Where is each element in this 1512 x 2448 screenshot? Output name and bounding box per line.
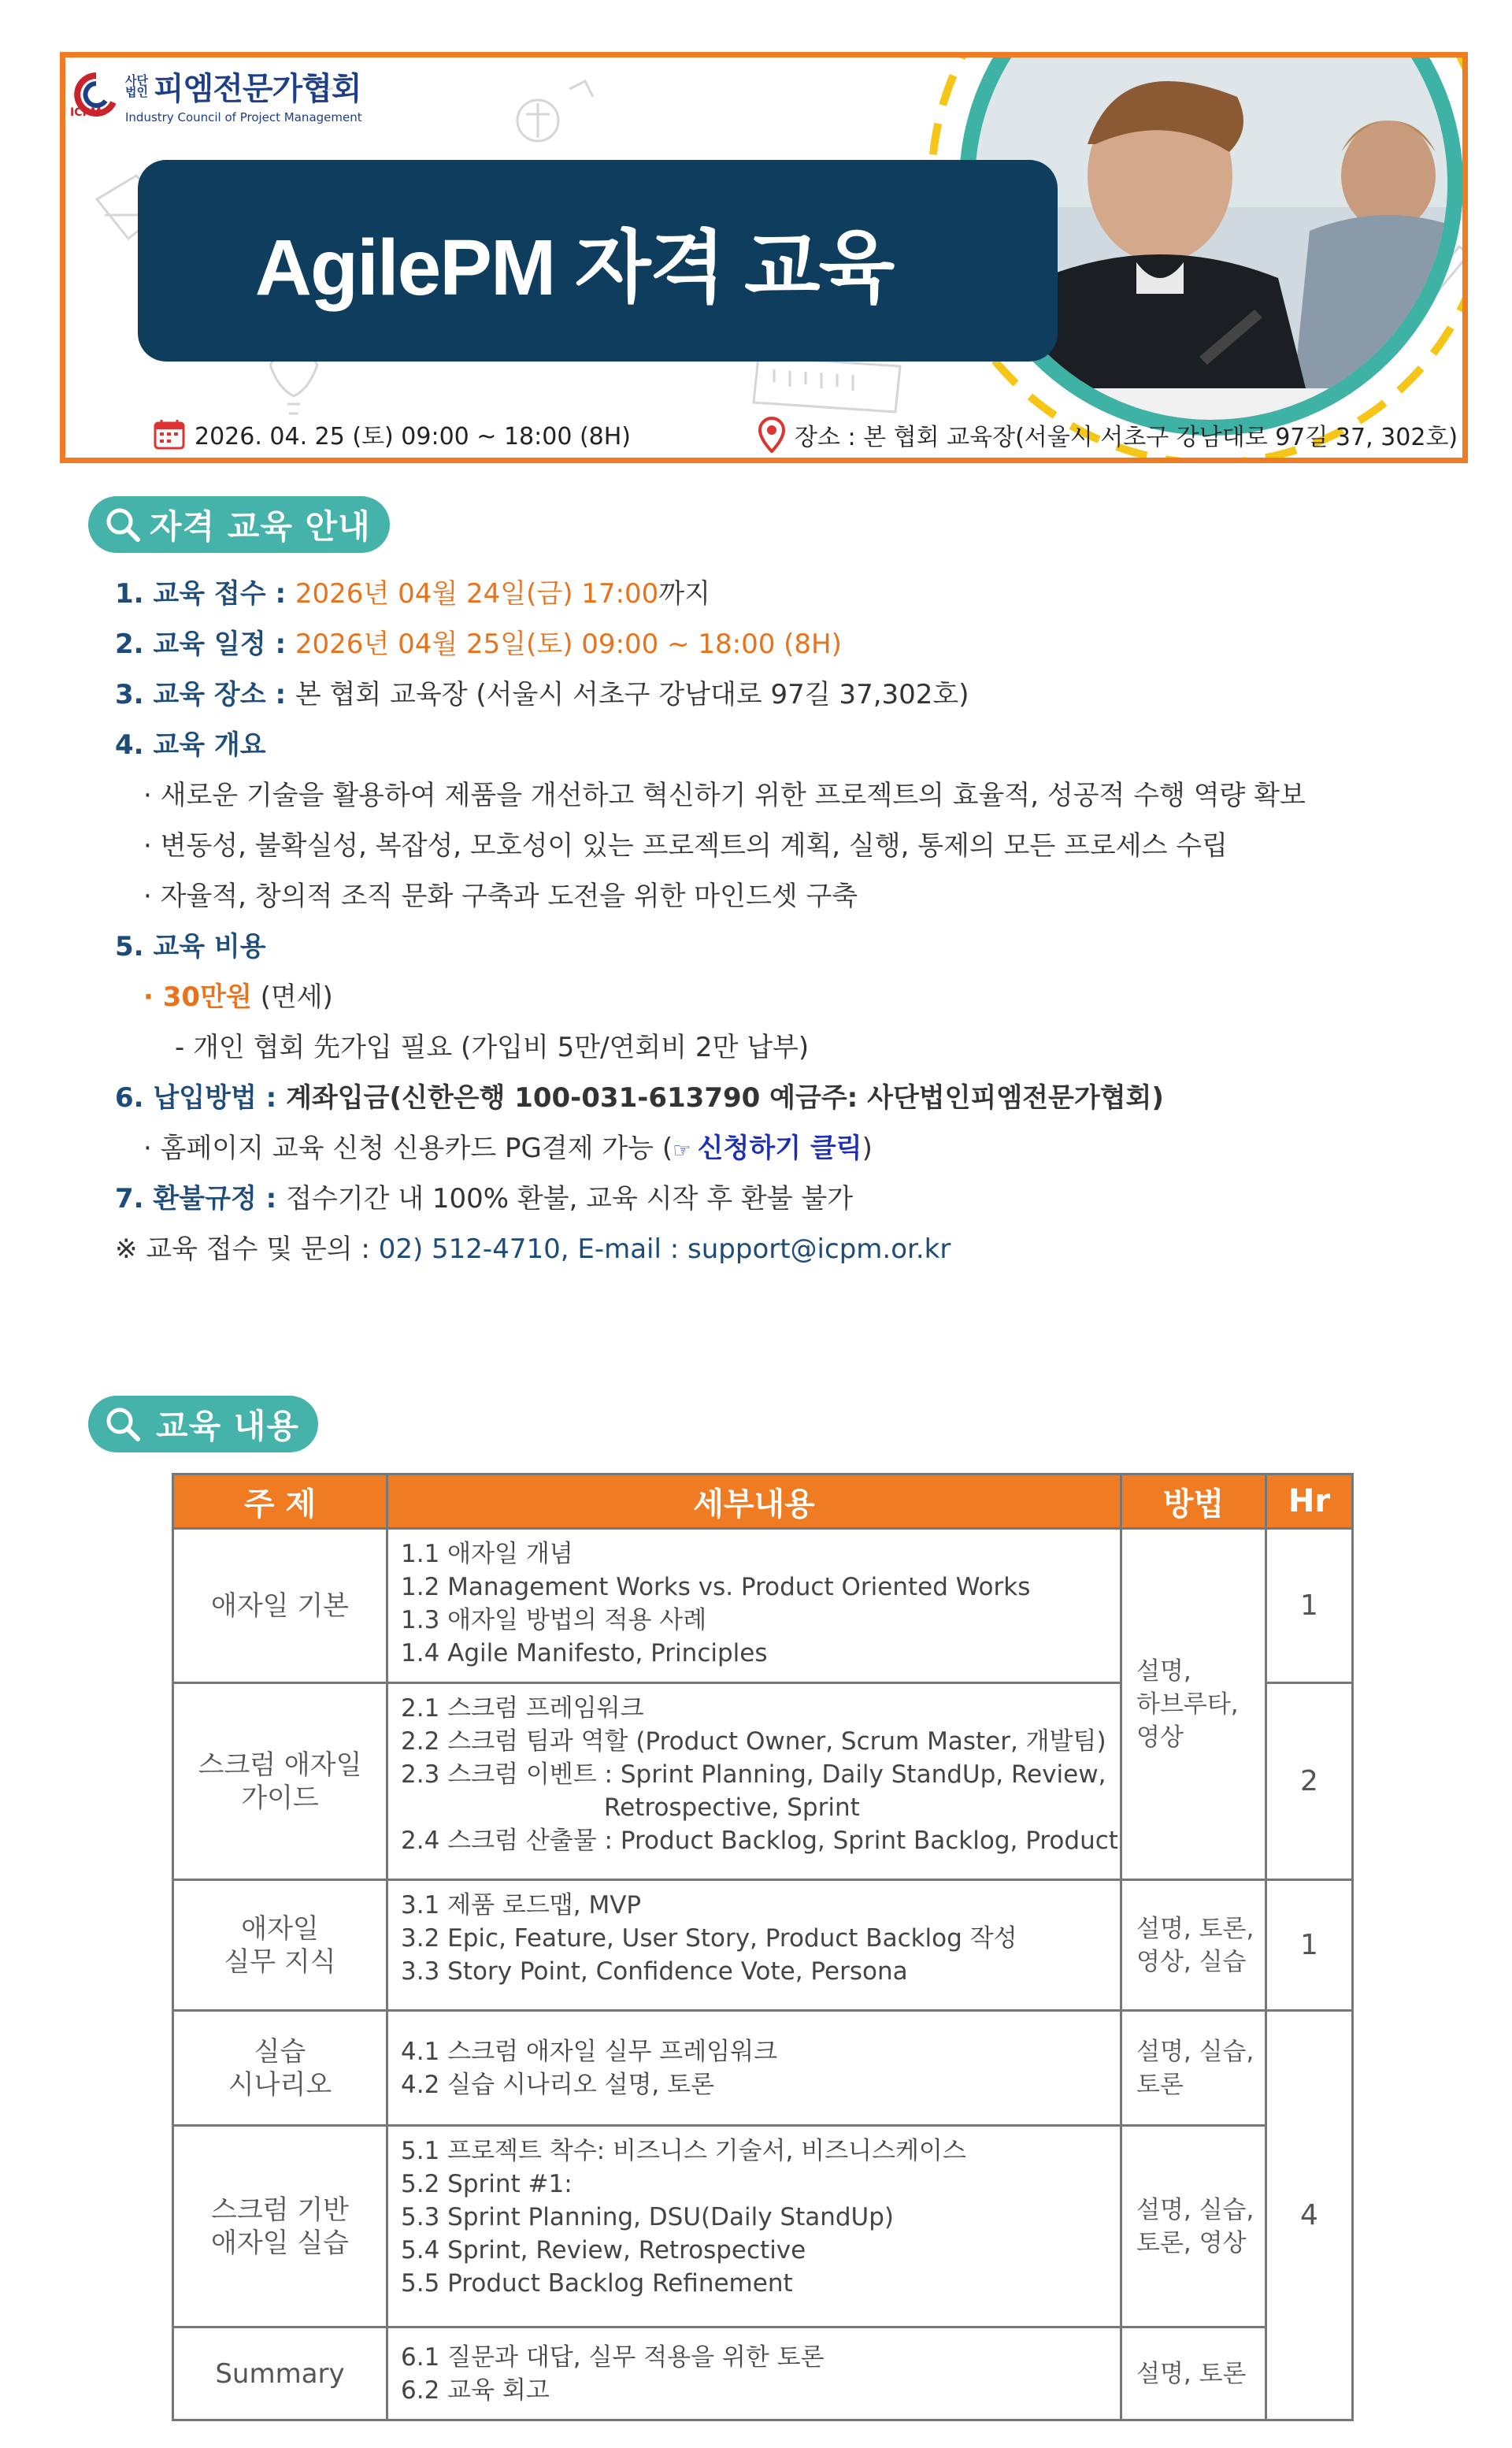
detail-line: 1.2 Management Works vs. Product Oriented Works bbox=[401, 1573, 1031, 1601]
curriculum-table bbox=[172, 1473, 1354, 2421]
detail-line: 5.5 Product Backlog Refinement bbox=[401, 2269, 793, 2298]
section-title-content: 교육 내용 bbox=[156, 1407, 299, 1445]
col-header-details: 세부내용 bbox=[387, 1474, 1121, 1529]
detail-line: 1.1 애자일 개념 bbox=[401, 1540, 573, 1568]
list-label: 6. 납입방법 : bbox=[115, 1082, 287, 1114]
price-tail: (면세) bbox=[251, 981, 333, 1013]
detail-line: 5.4 Sprint, Review, Retrospective bbox=[401, 2236, 806, 2264]
method-line: 설명, 실습, bbox=[1136, 2037, 1254, 2066]
title-box bbox=[138, 160, 1058, 362]
hours-cell: 4 bbox=[1266, 2011, 1353, 2420]
details-cell bbox=[387, 2011, 1121, 2126]
event-date-text: 2026. 04. 25 (토) 09:00 ~ 18:00 (8H) bbox=[195, 423, 632, 451]
list-bullet: · 30만원 (면세) bbox=[143, 981, 333, 1013]
hours-cell: 1 bbox=[1266, 1880, 1353, 2011]
method-line: 영상, 실습 bbox=[1136, 1947, 1247, 1976]
detail-line: 3.3 Story Point, Confidence Vote, Persona bbox=[401, 1957, 908, 1986]
search-icon bbox=[104, 1405, 142, 1443]
list-label: 7. 환불규정 : bbox=[115, 1183, 287, 1215]
method-line: 토론, 영상 bbox=[1136, 2228, 1247, 2257]
details-cell bbox=[387, 1683, 1121, 1880]
detail-line: 2.1 스크럼 프레임워크 bbox=[401, 1694, 644, 1723]
detail-line: 3.1 제품 로드맵, MVP bbox=[401, 1891, 642, 1919]
detail-line: 3.2 Epic, Feature, User Story, Product Backlog 작성 bbox=[401, 1924, 1017, 1953]
table-row bbox=[173, 2011, 1353, 2126]
event-date bbox=[152, 417, 631, 451]
list-bullet: · 자율적, 창의적 조직 문화 구축과 도전을 위한 마인드셋 구축 bbox=[143, 881, 858, 912]
guide-list bbox=[115, 569, 1454, 1274]
detail-line: 1.4 Agile Manifesto, Principles bbox=[401, 1639, 768, 1667]
list-item bbox=[115, 1174, 1454, 1224]
list-item bbox=[115, 922, 1454, 972]
col-header-hours: Hr bbox=[1266, 1474, 1353, 1529]
list-value: 계좌입금(신한은행 100-031-613790 예금주: 사단법인피엠전문가협회) bbox=[286, 1082, 1164, 1114]
method-line: 설명, 토론, bbox=[1136, 1914, 1254, 1943]
table-row bbox=[173, 1529, 1353, 1683]
location-pin-icon bbox=[758, 417, 785, 453]
detail-line: 5.3 Sprint Planning, DSU(Daily StandUp) bbox=[401, 2203, 895, 2231]
topic-cell bbox=[173, 1683, 387, 1880]
method-line: 영상 bbox=[1136, 1723, 1184, 1752]
detail-line: Retrospective, Sprint bbox=[604, 1793, 860, 1822]
topic-line: 애자일 bbox=[241, 1912, 319, 1945]
contact-prefix: ※ 교육 접수 및 문의 : bbox=[115, 1233, 379, 1265]
list-bullet bbox=[115, 1123, 1454, 1174]
method-cell: 설명, 토론 bbox=[1121, 2327, 1266, 2420]
method-line: 토론 bbox=[1136, 2070, 1184, 2099]
topic-cell: Summary bbox=[173, 2327, 387, 2420]
logo-small-text: 사단 법인 bbox=[125, 72, 148, 99]
list-bullet-text: · 홈페이지 교육 신청 신용카드 PG결제 가능 ( bbox=[143, 1133, 673, 1164]
details-cell bbox=[387, 2126, 1121, 2327]
topic-line: 가이드 bbox=[241, 1782, 319, 1814]
detail-line: 6.1 질문과 대답, 실무 적용을 위한 토론 bbox=[401, 2342, 825, 2372]
details-cell bbox=[387, 1880, 1121, 2011]
logo-org-name: 피엠전문가협회 bbox=[154, 71, 361, 107]
list-label: 3. 교육 장소 : bbox=[115, 679, 295, 710]
contact-value: 02) 512-4710, E-mail : support@icpm.or.kr bbox=[378, 1233, 951, 1265]
list-value: 접수기간 내 100% 환불, 교육 시작 후 환불 불가 bbox=[286, 1183, 854, 1215]
section-title-guide: 자격 교육 안내 bbox=[150, 507, 371, 546]
method-cell bbox=[1121, 1529, 1266, 1880]
apply-link[interactable]: 신청하기 클릭 bbox=[697, 1133, 862, 1164]
event-banner bbox=[60, 52, 1468, 463]
pointing-hand-icon: ☞ bbox=[673, 1139, 698, 1163]
section-header-content bbox=[88, 1396, 318, 1452]
detail-line: 4.1 스크럼 애자일 실무 프레임워크 bbox=[401, 2037, 778, 2066]
list-label: 1. 교육 접수 : bbox=[115, 578, 295, 610]
table-header-row bbox=[173, 1474, 1353, 1529]
table-row bbox=[173, 2327, 1353, 2420]
detail-line: 2.4 스크럼 산출물 : Product Backlog, Sprint Backlog, Product bbox=[401, 1827, 1118, 1855]
logo-english-name: Industry Council of Project Management bbox=[125, 110, 362, 124]
topic-line: 실무 지식 bbox=[224, 1945, 336, 1978]
list-note: - 개인 협회 先가입 필요 (가입비 5만/연회비 2만 납부) bbox=[175, 1032, 810, 1063]
table-row bbox=[173, 2126, 1353, 2327]
method-line: 설명, bbox=[1136, 1656, 1191, 1686]
detail-line: 6.2 교육 회고 bbox=[401, 2376, 550, 2405]
details-cell bbox=[387, 1529, 1121, 1683]
detail-line: 2.2 스크럼 팀과 역할 (Product Owner, Scrum Master, 개발팀) bbox=[401, 1727, 1106, 1756]
detail-line: 1.3 애자일 방법의 적용 사례 bbox=[401, 1606, 707, 1634]
list-item bbox=[115, 1073, 1454, 1123]
detail-line: 4.2 실습 시나리오 설명, 토론 bbox=[401, 2070, 715, 2099]
event-location bbox=[758, 417, 1458, 453]
list-bullet: · 변동성, 불확실성, 복잡성, 모호성이 있는 프로젝트의 계획, 실행, 통제의 모든 프로세스 수립 bbox=[143, 830, 1228, 862]
list-bullet: · 새로운 기술을 활용하여 제품을 개선하고 혁신하기 위한 프로젝트의 효율적, 성공적 수행 역량 확보 bbox=[143, 780, 1306, 811]
section-header-guide bbox=[88, 496, 390, 553]
list-value: 2026년 04월 25일(토) 09:00 ~ 18:00 (8H) bbox=[295, 629, 842, 660]
method-cell bbox=[1121, 2011, 1266, 2126]
list-value: 2026년 04월 24일(금) 17:00 bbox=[295, 578, 659, 610]
list-tail: 까지 bbox=[658, 578, 710, 610]
list-bullet-close: ) bbox=[862, 1133, 873, 1164]
topic-cell bbox=[173, 2011, 387, 2126]
method-cell bbox=[1121, 2126, 1266, 2327]
search-icon bbox=[104, 506, 142, 543]
method-cell bbox=[1121, 1880, 1266, 2011]
topic-cell bbox=[173, 2126, 387, 2327]
list-label: 2. 교육 일정 : bbox=[115, 629, 295, 660]
list-label: 5. 교육 비용 bbox=[115, 931, 266, 963]
list-item bbox=[115, 569, 1454, 619]
table-row bbox=[173, 1880, 1353, 2011]
list-label: 4. 교육 개요 bbox=[115, 729, 266, 761]
detail-line: 2.3 스크럼 이벤트 : Sprint Planning, Daily StandUp, Review, bbox=[401, 1760, 1106, 1789]
topic-line: 스크럼 기반 bbox=[210, 2194, 350, 2226]
col-header-method: 방법 bbox=[1121, 1474, 1266, 1529]
topic-line: 애자일 실습 bbox=[210, 2227, 350, 2259]
calendar-icon bbox=[152, 417, 187, 451]
method-line: 하브루타, bbox=[1136, 1689, 1239, 1719]
topic-cell: 애자일 기본 bbox=[173, 1529, 387, 1683]
details-cell bbox=[387, 2327, 1121, 2420]
page-title: AgilePM 자격 교육 bbox=[254, 224, 894, 312]
detail-line: 5.2 Sprint #1: bbox=[401, 2170, 573, 2198]
list-item bbox=[115, 619, 1454, 669]
hours-cell: 1 bbox=[1266, 1529, 1353, 1683]
topic-line: 실습 bbox=[254, 2035, 306, 2068]
list-item bbox=[115, 669, 1454, 720]
list-value: 본 협회 교육장 (서울시 서초구 강남대로 97길 37,302호) bbox=[295, 679, 969, 710]
col-header-topic: 주 제 bbox=[173, 1474, 387, 1529]
event-location-text: 장소 : 본 협회 교육장(서울시 서초구 강남대로 97길 37, 302호) bbox=[795, 424, 1458, 451]
icpm-logo bbox=[72, 64, 362, 124]
list-item bbox=[115, 720, 1454, 770]
logo-abbreviation: ICPM bbox=[70, 106, 102, 119]
price-value: 30만원 bbox=[162, 981, 252, 1013]
topic-cell bbox=[173, 1880, 387, 2011]
detail-line: 5.1 프로젝트 착수: 비즈니스 기술서, 비즈니스케이스 bbox=[401, 2137, 966, 2165]
method-line: 설명, 실습, bbox=[1136, 2195, 1254, 2224]
topic-line: 시나리오 bbox=[228, 2068, 332, 2101]
hours-cell: 2 bbox=[1266, 1683, 1353, 1880]
topic-line: 스크럼 애자일 bbox=[198, 1749, 362, 1781]
contact-info bbox=[115, 1224, 1454, 1274]
